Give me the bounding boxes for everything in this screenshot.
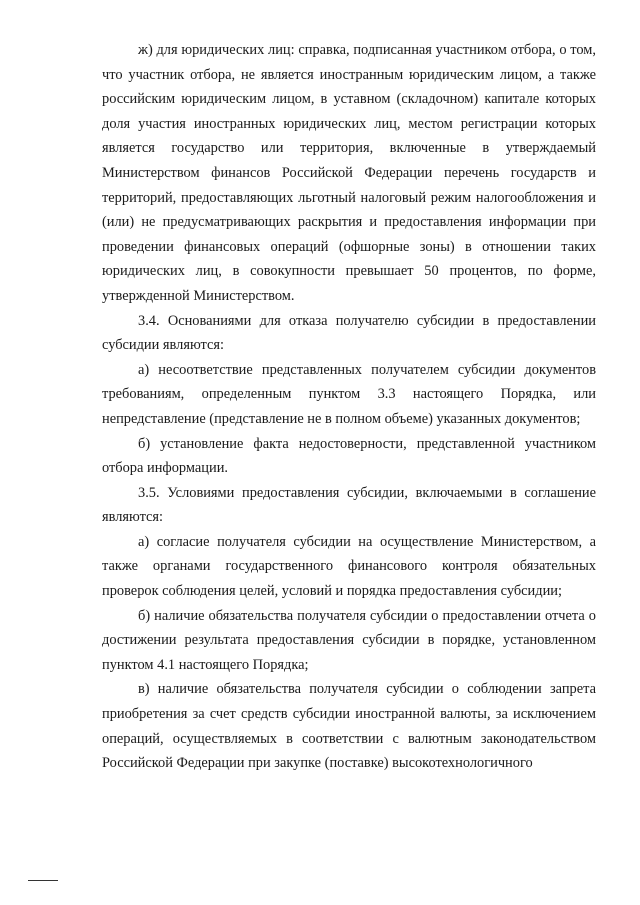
paragraph-a-consent-to-checks: а) согласие получателя субсидии на осуществление Министерством, а также органами государственного финансового контроля обязательных проверок соблюдения целей, условий и порядка предоставления субсидии; xyxy=(102,533,596,600)
paragraph-v-currency-prohibition: в) наличие обязательства получателя субсидии о соблюдении запрета приобретения за счет средств субсидии иностранной валюты, за исключением операций, осуществляемых в соответствии с валютным законодательством Российской Федерации при закупке (поставке) высокотехнологичного xyxy=(102,681,596,772)
paragraph-3-5-conditions: 3.5. Условиями предоставления субсидии, включаемыми в соглашение являются: xyxy=(102,484,596,526)
paragraph-b-false-information: б) установление факта недостоверности, представленной участником отбора информации. xyxy=(102,435,596,477)
paragraph-b-report-obligation: б) наличие обязательства получателя субсидии о предоставлении отчета о достижении результата предоставления субсидии в порядке, установленном пунктом 4.1 настоящего Порядка; xyxy=(102,607,596,673)
footer-divider xyxy=(28,880,58,881)
paragraph-a-document-mismatch: а) несоответствие представленных получателем субсидии документов требованиям, определенным пунктом 3.3 настоящего Порядка, или непредставление (представление не в полном объеме) указанных документов; xyxy=(102,361,596,427)
paragraph-3-4-refusal-grounds: 3.4. Основаниями для отказа получателю субсидии в предоставлении субсидии являются: xyxy=(102,312,596,354)
document-body xyxy=(102,38,596,776)
paragraph-zh-legal-entities-certificate: ж) для юридических лиц: справка, подписанная участником отбора, о том, что участник отбора, не является иностранным юридическим лицом, а также российским юридическим лицом, в уставном (складочном) капитале которых доля участия иностранных юридических лиц, местом регистрации которых является государство или территория, включенные в утверждаемый Министерством финансов Российской Федерации перечень государств и территорий, предоставляющих льготный налоговый режим налогообложения и (или) не предусматривающих раскрытия и предоставления информации при проведении финансовых операций (офшорные зоны) в отношении таких юридических лиц, в совокупности превышает 50 процентов, по форме, утвержденной Министерством. xyxy=(102,42,596,304)
